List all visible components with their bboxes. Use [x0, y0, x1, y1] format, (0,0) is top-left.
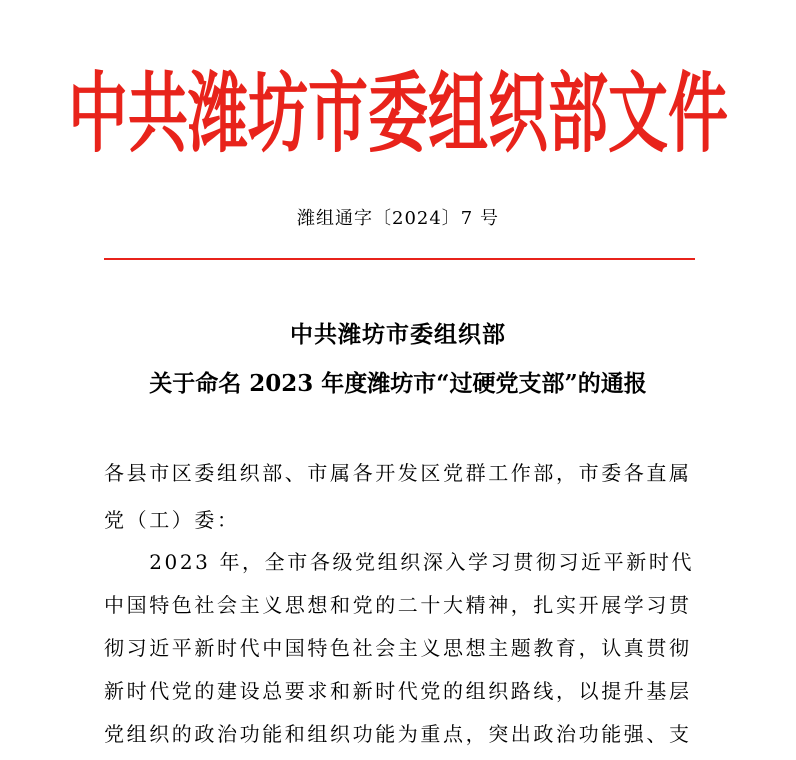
- notice-title-line-2: 关于命名 2023 年度潍坊市“过硬党支部”的通报: [149, 370, 647, 397]
- salutation-line: 各县市区委组织部、市属各开发区党群工作部，市委各直属: [104, 461, 692, 485]
- red-separator-rule: [104, 258, 695, 260]
- body-paragraph-line: 党组织的政治功能和组织功能为重点，突出政治功能强、支: [104, 722, 692, 746]
- body-paragraph-line: 2023 年，全市各级党组织深入学习贯彻习近平新时代: [104, 550, 695, 574]
- body-paragraph-line: 新时代党的建设总要求和新时代党的组织路线，以提升基层: [104, 679, 692, 703]
- body-paragraph-line: 中国特色社会主义思想和党的二十大精神，扎实开展学习贯: [104, 593, 692, 617]
- body-paragraph-line: 彻习近平新时代中国特色社会主义思想主题教育，认真贯彻: [104, 636, 692, 660]
- notice-title-line-1: 中共潍坊市委组织部: [290, 321, 506, 348]
- document-masthead: 中共潍坊市委组织部文件: [68, 63, 728, 166]
- document-number: 潍组通字〔2024〕7 号: [297, 208, 499, 229]
- salutation-line: 党（工）委：: [104, 508, 240, 532]
